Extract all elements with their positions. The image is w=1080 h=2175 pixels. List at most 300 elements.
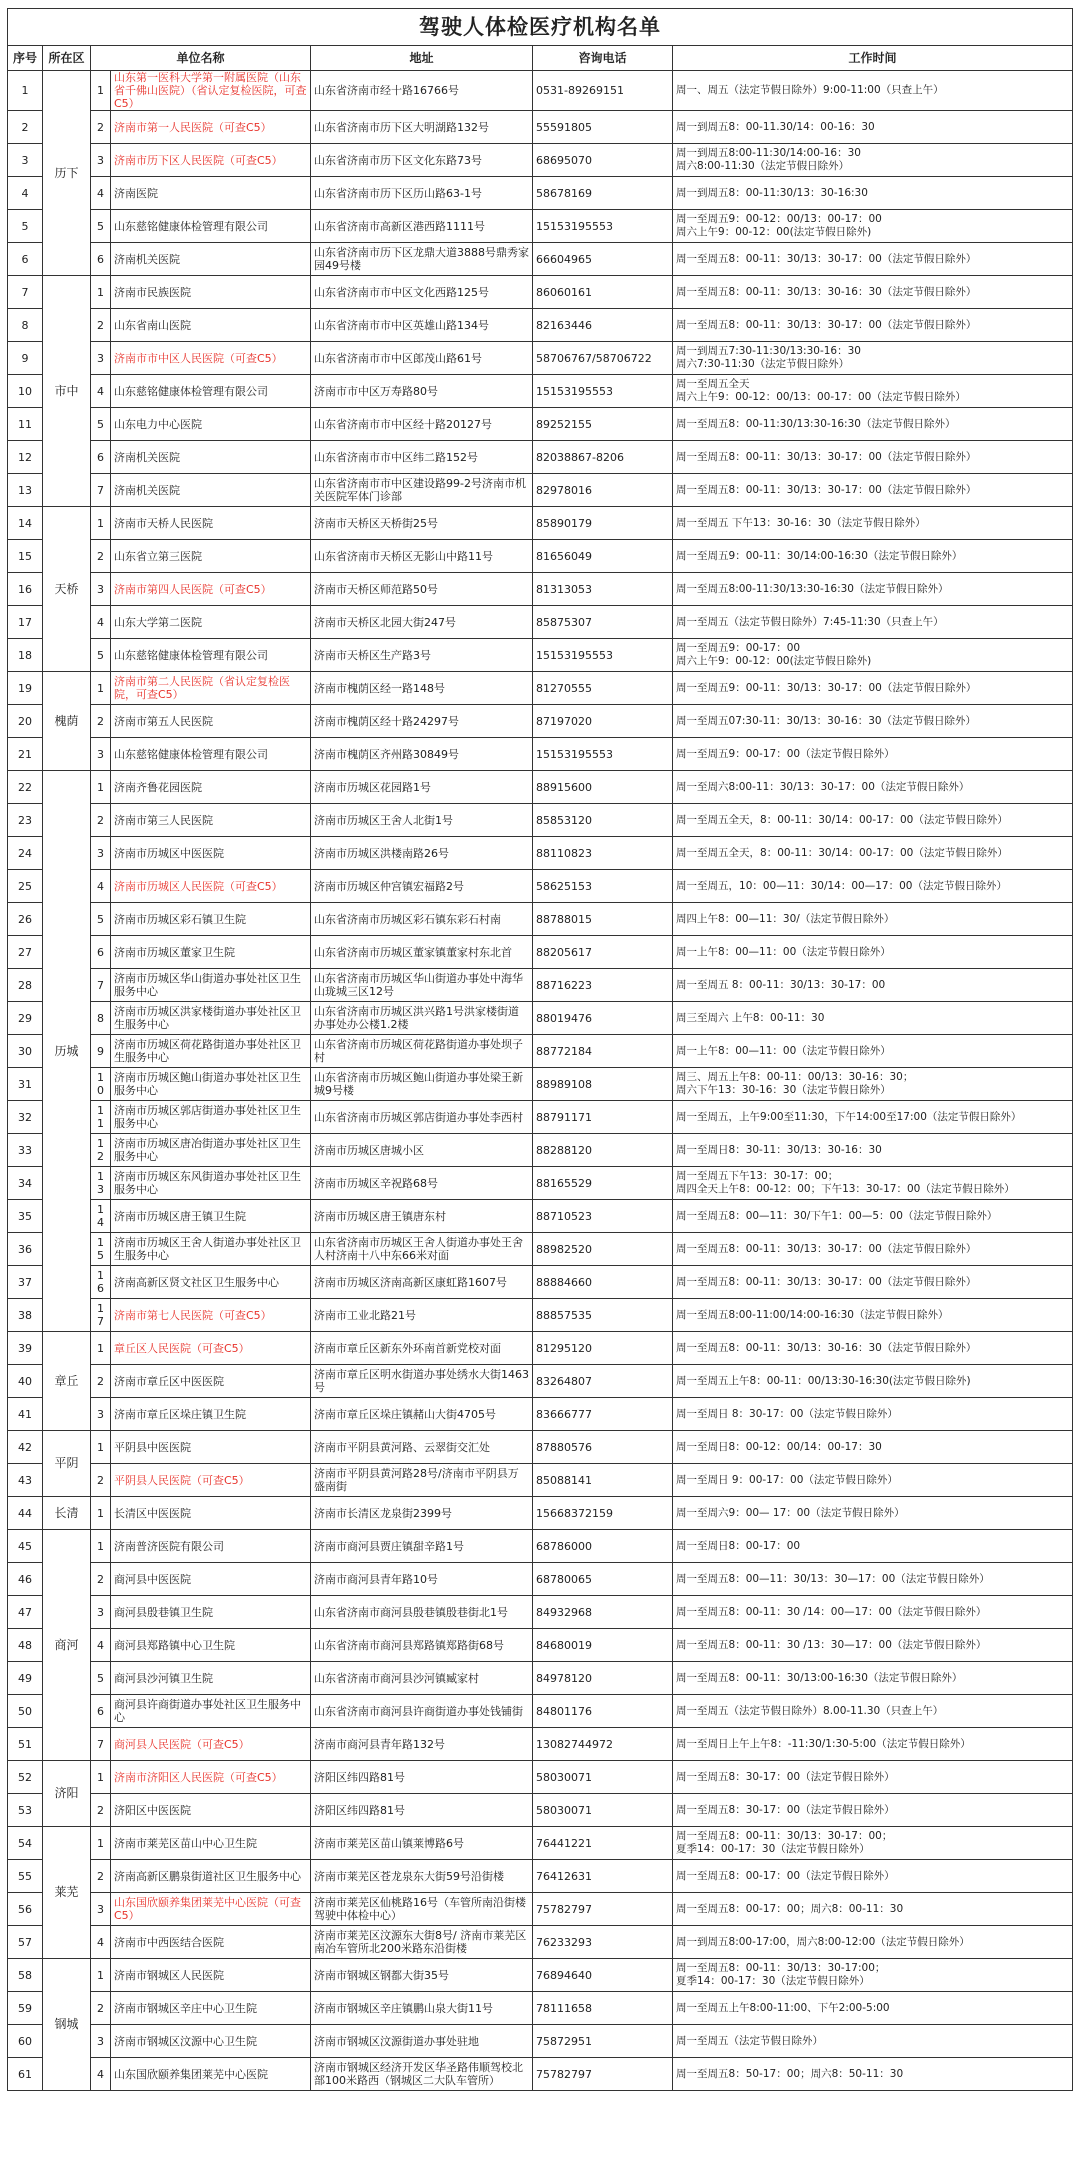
district-cell: 莱芜 — [43, 1827, 91, 1959]
row-number-cell: 48 — [8, 1629, 43, 1662]
table-row — [8, 936, 1073, 969]
row-number-cell: 34 — [8, 1167, 43, 1200]
institution-name-cell: 商河县沙河镇卫生院 — [111, 1662, 311, 1695]
table-row — [8, 177, 1073, 210]
phone-cell: 82163446 — [533, 309, 673, 342]
table-row — [8, 375, 1073, 408]
table-row — [8, 903, 1073, 936]
hours-cell: 周一至周五（法定节假日除外） — [673, 2025, 1073, 2058]
institution-name-cell: 山东国欣颐养集团莱芜中心医院 — [111, 2058, 311, 2091]
institution-name-cell: 济南市历城区唐王镇卫生院 — [111, 1200, 311, 1233]
header-district: 所在区 — [43, 46, 91, 71]
institution-name-cell: 济南市历城区荷花路街道办事处社区卫生服务中心 — [111, 1035, 311, 1068]
row-number-cell: 4 — [8, 177, 43, 210]
table-row — [8, 1794, 1073, 1827]
institution-name-cell: 济南市历城区洪家楼街道办事处社区卫生服务中心 — [111, 1002, 311, 1035]
row-number-cell: 6 — [8, 243, 43, 276]
institution-name-cell: 济南市历城区董家卫生院 — [111, 936, 311, 969]
row-number-cell: 20 — [8, 705, 43, 738]
hours-cell: 周一至周五07:30-11：30/13：30-16：30（法定节假日除外） — [673, 705, 1073, 738]
row-number-cell: 31 — [8, 1068, 43, 1101]
table-row — [8, 2058, 1073, 2091]
table-row — [8, 144, 1073, 177]
address-cell: 济南市天桥区北园大街247号 — [311, 606, 533, 639]
district-index-cell: 2 — [91, 111, 111, 144]
phone-cell: 81295120 — [533, 1332, 673, 1365]
institution-name-cell: 济南市历下区人民医院（可查C5） — [111, 144, 311, 177]
district-index-cell: 2 — [91, 1563, 111, 1596]
table-row — [8, 804, 1073, 837]
hours-cell: 周一上午8：00—11：00（法定节假日除外） — [673, 936, 1073, 969]
row-number-cell: 19 — [8, 672, 43, 705]
institution-name-cell: 济南市第四人民医院（可查C5） — [111, 573, 311, 606]
row-number-cell: 40 — [8, 1365, 43, 1398]
district-cell: 长清 — [43, 1497, 91, 1530]
header-no: 序号 — [8, 46, 43, 71]
institution-name-cell: 山东国欣颐养集团莱芜中心医院（可查C5） — [111, 1893, 311, 1926]
institution-name-cell: 济南市第五人民医院 — [111, 705, 311, 738]
district-index-cell: 2 — [91, 1365, 111, 1398]
row-number-cell: 43 — [8, 1464, 43, 1497]
district-index-cell: 1 — [91, 771, 111, 804]
address-cell: 济南市章丘区新东外环南首新党校对面 — [311, 1332, 533, 1365]
phone-cell: 88788015 — [533, 903, 673, 936]
institution-name-cell: 商河县人民医院（可查C5） — [111, 1728, 311, 1761]
hours-cell: 周一至周五9：00-11：30/13：30-17：00（法定节假日除外） — [673, 672, 1073, 705]
institution-name-cell: 济南市天桥人民医院 — [111, 507, 311, 540]
phone-cell: 89252155 — [533, 408, 673, 441]
table-row — [8, 672, 1073, 705]
address-cell: 济南市钢城区辛庄镇鹏山泉大街11号 — [311, 1992, 533, 2025]
institution-name-cell: 山东第一医科大学第一附属医院（山东省千佛山医院）（省认定复检医院，可查C5） — [111, 71, 311, 111]
institution-name-cell: 商河县殷巷镇卫生院 — [111, 1596, 311, 1629]
phone-cell: 82978016 — [533, 474, 673, 507]
district-index-cell: 3 — [91, 1893, 111, 1926]
hours-cell: 周一至周日 8：30-17：00（法定节假日除外） — [673, 1398, 1073, 1431]
hours-cell: 周一至周五8：30-17：00（法定节假日除外） — [673, 1761, 1073, 1794]
district-index-cell: 5 — [91, 903, 111, 936]
address-cell: 济南市商河县贾庄镇甜辛路1号 — [311, 1530, 533, 1563]
row-number-cell: 24 — [8, 837, 43, 870]
district-index-cell: 7 — [91, 474, 111, 507]
institution-name-cell: 济南市历城区唐冶街道办事处社区卫生服务中心 — [111, 1134, 311, 1167]
address-cell: 济南市莱芜区苍龙泉东大街59号沿街楼 — [311, 1860, 533, 1893]
table-row — [8, 1464, 1073, 1497]
row-number-cell: 37 — [8, 1266, 43, 1299]
phone-cell: 15153195553 — [533, 210, 673, 243]
institution-name-cell: 济南市章丘区中医医院 — [111, 1365, 311, 1398]
phone-cell: 85853120 — [533, 804, 673, 837]
district-index-cell: 1 — [91, 672, 111, 705]
district-index-cell: 8 — [91, 1002, 111, 1035]
table-row — [8, 1200, 1073, 1233]
table-row — [8, 1860, 1073, 1893]
address-cell: 山东省济南市历下区文化东路73号 — [311, 144, 533, 177]
phone-cell: 82038867-8206 — [533, 441, 673, 474]
table-row — [8, 309, 1073, 342]
address-cell: 济南市工业北路21号 — [311, 1299, 533, 1332]
district-index-cell: 7 — [91, 969, 111, 1002]
table-row — [8, 1662, 1073, 1695]
institution-name-cell: 济南市第二人民医院（省认定复检医院，可查C5） — [111, 672, 311, 705]
address-cell: 山东省济南市历城区洪兴路1号洪家楼街道办事处办公楼1.2楼 — [311, 1002, 533, 1035]
phone-cell: 15153195553 — [533, 639, 673, 672]
hours-cell: 周一至周日上午上午8：-11:30/1:30-5:00（法定节假日除外） — [673, 1728, 1073, 1761]
district-index-cell: 1 — [91, 1431, 111, 1464]
institution-name-cell: 济南市历城区郭店街道办事处社区卫生服务中心 — [111, 1101, 311, 1134]
institution-name-cell: 济南市钢城区辛庄中心卫生院 — [111, 1992, 311, 2025]
hours-cell: 周一至周五8：00-11：30/13：30-17：00（法定节假日除外） — [673, 1266, 1073, 1299]
table-row — [8, 342, 1073, 375]
phone-cell: 88884660 — [533, 1266, 673, 1299]
district-index-cell: 3 — [91, 144, 111, 177]
address-cell: 济南市平阴县黄河路28号/济南市平阴县万盛南街 — [311, 1464, 533, 1497]
row-number-cell: 49 — [8, 1662, 43, 1695]
institution-name-cell: 平阴县人民医院（可查C5） — [111, 1464, 311, 1497]
phone-cell: 83666777 — [533, 1398, 673, 1431]
hours-cell: 周一至周六9：00— 17：00（法定节假日除外） — [673, 1497, 1073, 1530]
address-cell: 山东省济南市商河县沙河镇臧家村 — [311, 1662, 533, 1695]
row-number-cell: 45 — [8, 1530, 43, 1563]
district-index-cell: 1 — [91, 1332, 111, 1365]
institution-name-cell: 济南市第三人民医院 — [111, 804, 311, 837]
hours-cell: 周一至周五8:00-11:00/14:00-16:30（法定节假日除外） — [673, 1299, 1073, 1332]
phone-cell: 87197020 — [533, 705, 673, 738]
table-row — [8, 1134, 1073, 1167]
district-index-cell: 14 — [91, 1200, 111, 1233]
address-cell: 山东省济南市天桥区无影山中路11号 — [311, 540, 533, 573]
district-index-cell: 6 — [91, 1695, 111, 1728]
address-cell: 济南市天桥区天桥街25号 — [311, 507, 533, 540]
address-cell: 济南市章丘区垛庄镇赭山大街4705号 — [311, 1398, 533, 1431]
hours-cell: 周一至周五8：00-11：30/13：30-17：00（法定节假日除外） — [673, 243, 1073, 276]
row-number-cell: 13 — [8, 474, 43, 507]
row-number-cell: 38 — [8, 1299, 43, 1332]
address-cell: 济南市莱芜区仙桃路16号（车管所南沿街楼驾驶中体检中心） — [311, 1893, 533, 1926]
table-row — [8, 1167, 1073, 1200]
hours-cell: 周一至周五8：00-17：00；周六8：00-11：30 — [673, 1893, 1073, 1926]
row-number-cell: 53 — [8, 1794, 43, 1827]
hours-cell: 周一至周五9：00-17：00 周六上午9：00-12：00(法定节假日除外) — [673, 639, 1073, 672]
address-cell: 济南市历城区王舍人北街1号 — [311, 804, 533, 837]
hours-cell: 周一、周五（法定节假日除外）9:00-11:00（只查上午） — [673, 71, 1073, 111]
district-index-cell: 4 — [91, 1926, 111, 1959]
address-cell: 山东省济南市历城区董家镇董家村东北首 — [311, 936, 533, 969]
district-index-cell: 6 — [91, 936, 111, 969]
table-row — [8, 474, 1073, 507]
district-index-cell: 16 — [91, 1266, 111, 1299]
district-index-cell: 1 — [91, 1959, 111, 1992]
address-cell: 山东省济南市市中区英雄山路134号 — [311, 309, 533, 342]
phone-cell: 58625153 — [533, 870, 673, 903]
institution-name-cell: 济南医院 — [111, 177, 311, 210]
institution-name-cell: 济南市中西医结合医院 — [111, 1926, 311, 1959]
institution-name-cell: 济南高新区鹏泉街道社区卫生服务中心 — [111, 1860, 311, 1893]
table-row — [8, 1596, 1073, 1629]
district-index-cell: 2 — [91, 1860, 111, 1893]
table-row — [8, 1068, 1073, 1101]
institution-name-cell: 济南市第七人民医院（可查C5） — [111, 1299, 311, 1332]
hours-cell: 周一至周五上午8：00-11：00/13:30-16:30(法定节假日除外) — [673, 1365, 1073, 1398]
row-number-cell: 2 — [8, 111, 43, 144]
phone-cell: 88857535 — [533, 1299, 673, 1332]
row-number-cell: 39 — [8, 1332, 43, 1365]
district-cell: 章丘 — [43, 1332, 91, 1431]
table-row — [8, 1365, 1073, 1398]
district-cell: 历下 — [43, 71, 91, 276]
address-cell: 济南市历城区仲宫镇宏福路2号 — [311, 870, 533, 903]
row-number-cell: 52 — [8, 1761, 43, 1794]
phone-cell: 15668372159 — [533, 1497, 673, 1530]
hours-cell: 周一至周五全天，8：00-11：30/14：00-17：00（法定节假日除外） — [673, 837, 1073, 870]
phone-cell: 88716223 — [533, 969, 673, 1002]
hours-cell: 周一到周五8：00-11:30/13：30-16:30 — [673, 177, 1073, 210]
phone-cell: 88019476 — [533, 1002, 673, 1035]
phone-cell: 87880576 — [533, 1431, 673, 1464]
table-row — [8, 1101, 1073, 1134]
district-index-cell: 3 — [91, 738, 111, 771]
hours-cell: 周一至周五，上午9:00至11:30，下午14:00至17:00（法定节假日除外） — [673, 1101, 1073, 1134]
institution-name-cell: 济南市历城区人民医院（可查C5） — [111, 870, 311, 903]
phone-cell: 84680019 — [533, 1629, 673, 1662]
institution-name-cell: 济南高新区贤文社区卫生服务中心 — [111, 1266, 311, 1299]
institution-name-cell: 山东慈铭健康体检管理有限公司 — [111, 738, 311, 771]
institution-name-cell: 济南市钢城区人民医院 — [111, 1959, 311, 1992]
row-number-cell: 22 — [8, 771, 43, 804]
institution-name-cell: 济阳区中医医院 — [111, 1794, 311, 1827]
institution-name-cell: 济南机关医院 — [111, 474, 311, 507]
row-number-cell: 10 — [8, 375, 43, 408]
table-row — [8, 969, 1073, 1002]
hours-cell: 周一至周五8：00—11：30/下午1：00—5：00（法定节假日除外） — [673, 1200, 1073, 1233]
district-index-cell: 3 — [91, 1596, 111, 1629]
hours-cell: 周一至周日8：00-12：00/14：00-17：30 — [673, 1431, 1073, 1464]
hours-cell: 周一至周五8：00-11：30/13：30-17：00（法定节假日除外） — [673, 309, 1073, 342]
row-number-cell: 36 — [8, 1233, 43, 1266]
row-number-cell: 25 — [8, 870, 43, 903]
district-cell: 济阳 — [43, 1761, 91, 1827]
row-number-cell: 33 — [8, 1134, 43, 1167]
phone-cell: 81656049 — [533, 540, 673, 573]
hours-cell: 周一至周五8：00-11：30/13：30-17：00（法定节假日除外） — [673, 1233, 1073, 1266]
table-row — [8, 1563, 1073, 1596]
row-number-cell: 15 — [8, 540, 43, 573]
phone-cell: 81270555 — [533, 672, 673, 705]
header-phone: 咨询电话 — [533, 46, 673, 71]
hours-cell: 周一至周五 8：00-11：30/13：30-17：00 — [673, 969, 1073, 1002]
address-cell: 济南市平阴县黄河路、云翠街交汇处 — [311, 1431, 533, 1464]
institution-name-cell: 长清区中医医院 — [111, 1497, 311, 1530]
phone-cell: 75782797 — [533, 2058, 673, 2091]
phone-cell: 88165529 — [533, 1167, 673, 1200]
institution-name-cell: 济南市历城区鲍山街道办事处社区卫生服务中心 — [111, 1068, 311, 1101]
hours-cell: 周一至周五 下午13：30-16：30（法定节假日除外） — [673, 507, 1073, 540]
table-row — [8, 1761, 1073, 1794]
address-cell: 山东省济南市高新区港西路1111号 — [311, 210, 533, 243]
district-cell: 钢城 — [43, 1959, 91, 2091]
phone-cell: 84978120 — [533, 1662, 673, 1695]
table-row — [8, 408, 1073, 441]
district-cell: 天桥 — [43, 507, 91, 672]
institution-name-cell: 济南市济阳区人民医院（可查C5） — [111, 1761, 311, 1794]
row-number-cell: 30 — [8, 1035, 43, 1068]
phone-cell: 88989108 — [533, 1068, 673, 1101]
table-row — [8, 1893, 1073, 1926]
phone-cell: 85875307 — [533, 606, 673, 639]
phone-cell: 86060161 — [533, 276, 673, 309]
address-cell: 山东省济南市市中区郎茂山路61号 — [311, 342, 533, 375]
hours-cell: 周一到周五7:30-11:30/13:30-16：30 周六7:30-11:30（法定节假日除外） — [673, 342, 1073, 375]
table-row — [8, 1398, 1073, 1431]
phone-cell: 75872951 — [533, 2025, 673, 2058]
address-cell: 山东省济南市历城区彩石镇东彩石村南 — [311, 903, 533, 936]
row-number-cell: 3 — [8, 144, 43, 177]
phone-cell: 58030071 — [533, 1794, 673, 1827]
institution-name-cell: 山东慈铭健康体检管理有限公司 — [111, 210, 311, 243]
address-cell: 山东省济南市经十路16766号 — [311, 71, 533, 111]
phone-cell: 88205617 — [533, 936, 673, 969]
district-index-cell: 9 — [91, 1035, 111, 1068]
row-number-cell: 17 — [8, 606, 43, 639]
phone-cell: 68786000 — [533, 1530, 673, 1563]
district-index-cell: 1 — [91, 1530, 111, 1563]
address-cell: 济南市章丘区明水街道办事处绣水大街1463号 — [311, 1365, 533, 1398]
phone-cell: 55591805 — [533, 111, 673, 144]
institution-name-cell: 济南市民族医院 — [111, 276, 311, 309]
institution-name-cell: 章丘区人民医院（可查C5） — [111, 1332, 311, 1365]
row-number-cell: 46 — [8, 1563, 43, 1596]
row-number-cell: 28 — [8, 969, 43, 1002]
address-cell: 山东省济南市历下区龙鼎大道3888号鼎秀家园49号楼 — [311, 243, 533, 276]
address-cell: 山东省济南市商河县殷巷镇殷巷街北1号 — [311, 1596, 533, 1629]
phone-cell: 58678169 — [533, 177, 673, 210]
district-index-cell: 3 — [91, 1398, 111, 1431]
institution-name-cell: 济南市章丘区垛庄镇卫生院 — [111, 1398, 311, 1431]
hours-cell: 周一至周五8：30-17：00（法定节假日除外） — [673, 1794, 1073, 1827]
table-row — [8, 210, 1073, 243]
table-row — [8, 639, 1073, 672]
hours-cell: 周一至周五8：00-11：30/13：30-17:00； 夏季14：00-17：30（法定节假日除外） — [673, 1959, 1073, 1992]
district-index-cell: 1 — [91, 1497, 111, 1530]
row-number-cell: 61 — [8, 2058, 43, 2091]
hours-cell: 周一至周日 9：00-17：00（法定节假日除外） — [673, 1464, 1073, 1497]
row-number-cell: 23 — [8, 804, 43, 837]
table-row — [8, 1992, 1073, 2025]
address-cell: 济南市钢城区经济开发区华圣路伟顺驾校北部100米路西（钢城区二大队车管所） — [311, 2058, 533, 2091]
district-cell: 槐荫 — [43, 672, 91, 771]
row-number-cell: 29 — [8, 1002, 43, 1035]
institution-name-cell: 商河县许商街道办事处社区卫生服务中心 — [111, 1695, 311, 1728]
hours-cell: 周三、周五上午8：00-11：00/13：30-16：30； 周六下午13：30-16：30（法定节假日除外） — [673, 1068, 1073, 1101]
hours-cell: 周一至周五（法定节假日除外）7:45-11:30（只查上午） — [673, 606, 1073, 639]
hours-cell: 周一至周五8：00-11:30/13:30-16:30（法定节假日除外） — [673, 408, 1073, 441]
row-number-cell: 7 — [8, 276, 43, 309]
table-row — [8, 1233, 1073, 1266]
hours-cell: 周一至周五8:00-11:30/13:30-16:30（法定节假日除外） — [673, 573, 1073, 606]
hours-cell: 周一至周五下午13：30-17：00； 周四全天上午8：00-12：00；下午13：30-17：00（法定节假日除外） — [673, 1167, 1073, 1200]
table-row — [8, 441, 1073, 474]
district-index-cell: 4 — [91, 606, 111, 639]
row-number-cell: 9 — [8, 342, 43, 375]
institution-name-cell: 山东省立第三医院 — [111, 540, 311, 573]
district-index-cell: 1 — [91, 276, 111, 309]
institution-name-cell: 济南市历城区华山街道办事处社区卫生服务中心 — [111, 969, 311, 1002]
hours-cell: 周一至周五9：00-17：00（法定节假日除外） — [673, 738, 1073, 771]
hours-cell: 周一至周五，10：00—11：30/14：00—17：00（法定节假日除外） — [673, 870, 1073, 903]
phone-cell: 66604965 — [533, 243, 673, 276]
phone-cell: 85088141 — [533, 1464, 673, 1497]
address-cell: 济南市莱芜区苗山镇莱博路6号 — [311, 1827, 533, 1860]
institution-name-cell: 山东电力中心医院 — [111, 408, 311, 441]
row-number-cell: 11 — [8, 408, 43, 441]
address-cell: 山东省济南市历城区荷花路街道办事处坝子村 — [311, 1035, 533, 1068]
phone-cell: 75782797 — [533, 1893, 673, 1926]
institution-name-cell: 济南市钢城区汶源中心卫生院 — [111, 2025, 311, 2058]
table-row — [8, 1266, 1073, 1299]
table-row — [8, 1728, 1073, 1761]
district-index-cell: 2 — [91, 1992, 111, 2025]
address-cell: 山东省济南市市中区经十路20127号 — [311, 408, 533, 441]
district-index-cell: 12 — [91, 1134, 111, 1167]
institution-name-cell: 平阴县中医医院 — [111, 1431, 311, 1464]
district-index-cell: 2 — [91, 309, 111, 342]
row-number-cell: 55 — [8, 1860, 43, 1893]
address-cell: 山东省济南市市中区文化西路125号 — [311, 276, 533, 309]
row-number-cell: 27 — [8, 936, 43, 969]
hours-cell: 周一至周五8：00-11：30/13：30-16：30（法定节假日除外） — [673, 276, 1073, 309]
header-hours: 工作时间 — [673, 46, 1073, 71]
hours-cell: 周一至周五8：00-11：30 /14：00—17：00（法定节假日除外） — [673, 1596, 1073, 1629]
row-number-cell: 14 — [8, 507, 43, 540]
phone-cell: 88772184 — [533, 1035, 673, 1068]
institution-name-cell: 济南机关医院 — [111, 243, 311, 276]
address-cell: 山东省济南市历下区大明湖路132号 — [311, 111, 533, 144]
table-row — [8, 276, 1073, 309]
table-row — [8, 540, 1073, 573]
district-index-cell: 1 — [91, 507, 111, 540]
row-number-cell: 58 — [8, 1959, 43, 1992]
table-row — [8, 1959, 1073, 1992]
phone-cell: 84932968 — [533, 1596, 673, 1629]
phone-cell: 81313053 — [533, 573, 673, 606]
hours-cell: 周一到周五8：00-11.30/14：00-16：30 — [673, 111, 1073, 144]
hours-cell: 周一到周五8:00-11:30/14:00-16：30 周六8:00-11:30（法定节假日除外） — [673, 144, 1073, 177]
header-address: 地址 — [311, 46, 533, 71]
phone-cell: 76233293 — [533, 1926, 673, 1959]
phone-cell: 68695070 — [533, 144, 673, 177]
row-number-cell: 59 — [8, 1992, 43, 2025]
hours-cell: 周一至周五全天 周六上午9：00-12：00/13：00-17：00（法定节假日除外） — [673, 375, 1073, 408]
address-cell: 山东省济南市历城区鲍山街道办事处梁王新城9号楼 — [311, 1068, 533, 1101]
row-number-cell: 21 — [8, 738, 43, 771]
institution-name-cell: 山东大学第二医院 — [111, 606, 311, 639]
table-row — [8, 705, 1073, 738]
hours-cell: 周一至周五8：00-11：30/13：30-17：00（法定节假日除外） — [673, 474, 1073, 507]
row-number-cell: 54 — [8, 1827, 43, 1860]
hours-cell: 周一至周五9：00-12：00/13：00-17：00 周六上午9：00-12：00(法定节假日除外) — [673, 210, 1073, 243]
document-title: 驾驶人体检医疗机构名单 — [7, 8, 1073, 45]
table-row — [8, 870, 1073, 903]
district-index-cell: 11 — [91, 1101, 111, 1134]
phone-cell: 78111658 — [533, 1992, 673, 2025]
address-cell: 济南市市中区万寿路80号 — [311, 375, 533, 408]
address-cell: 济南市历城区洪楼南路26号 — [311, 837, 533, 870]
table-row — [8, 1695, 1073, 1728]
row-number-cell: 12 — [8, 441, 43, 474]
hours-cell: 周一至周五8：00-11：30/13:00-16:30（法定节假日除外） — [673, 1662, 1073, 1695]
hours-cell: 周一至周五8：50-17：00；周六8：50-11：30 — [673, 2058, 1073, 2091]
institution-name-cell: 商河县郑路镇中心卫生院 — [111, 1629, 311, 1662]
